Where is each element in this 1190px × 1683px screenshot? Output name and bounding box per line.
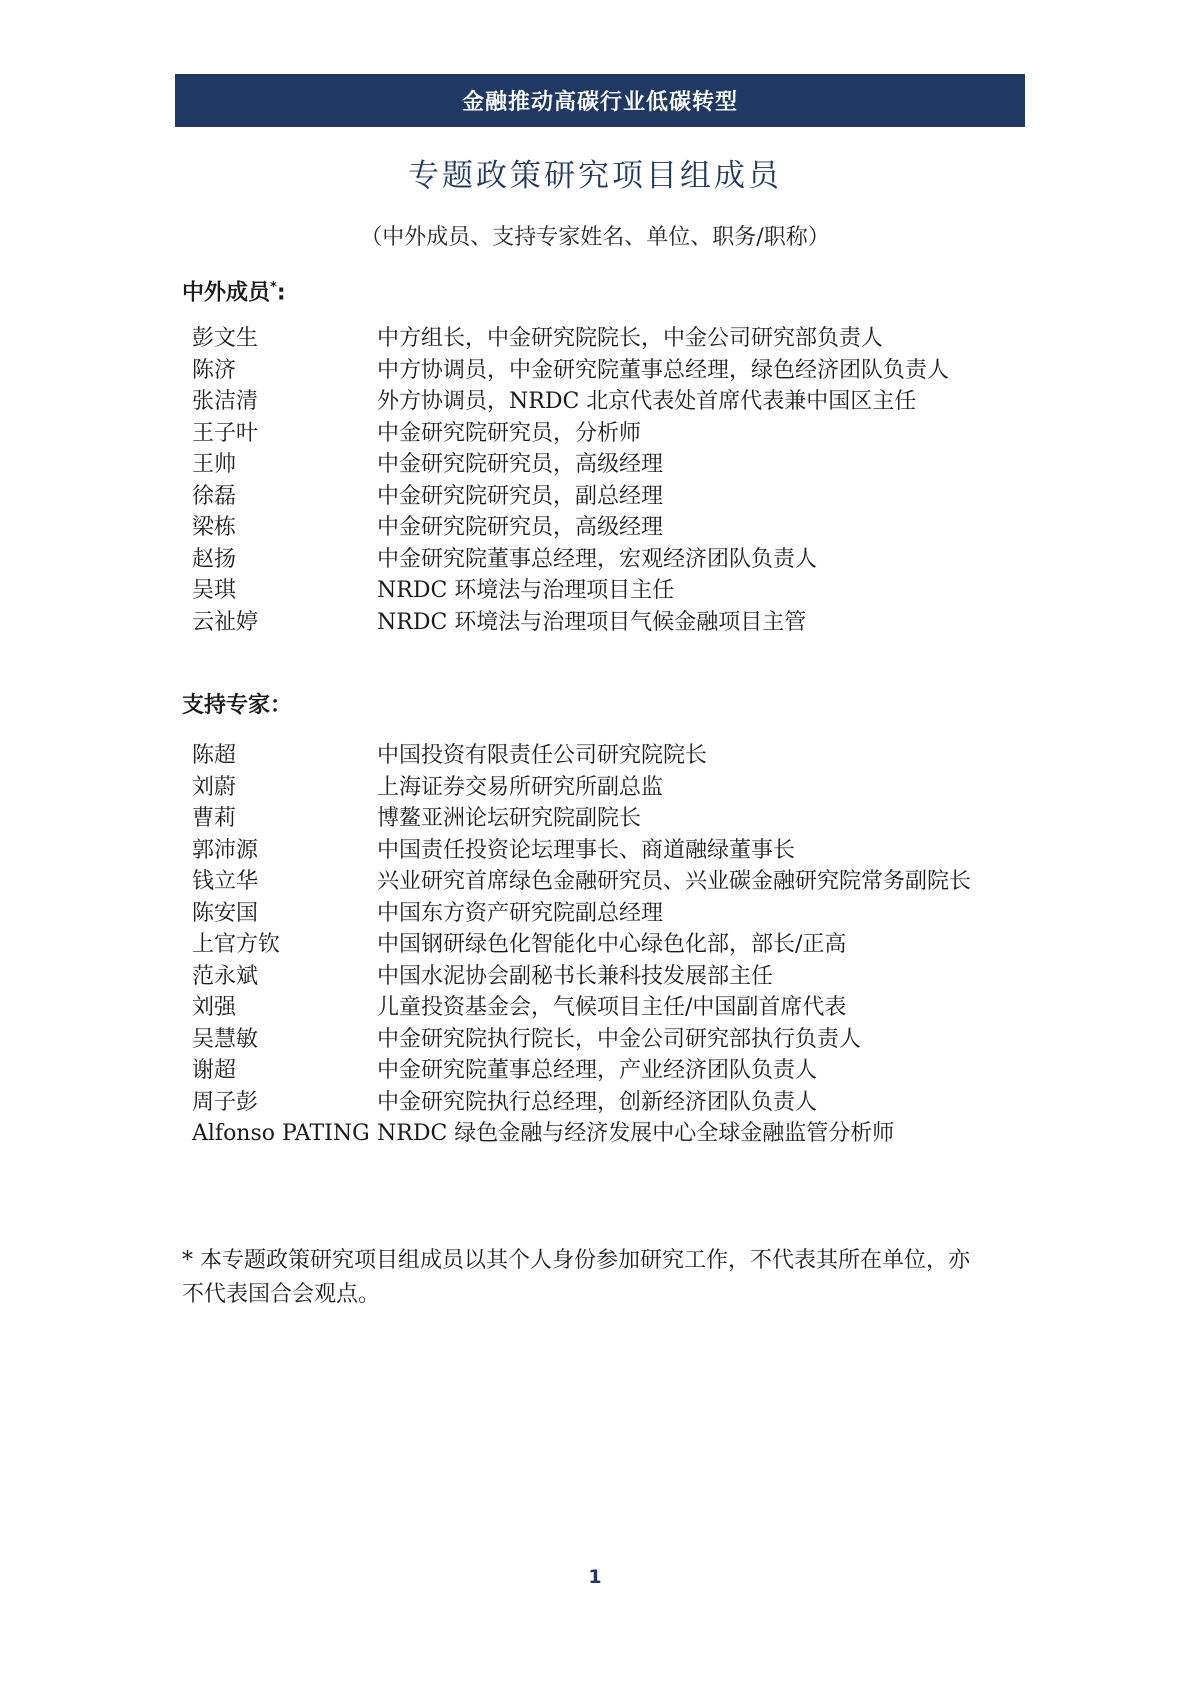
person-name: 周子彭: [192, 1089, 259, 1115]
list-item: [192, 740, 1012, 772]
list-item: [192, 866, 1012, 898]
list-item: [192, 1087, 1012, 1119]
person-name: 刘强: [192, 995, 237, 1020]
person-name: 云祉婷: [192, 609, 259, 635]
person-role: 上海证券交易所研究所副总监: [377, 774, 664, 800]
person-role: 儿童投资基金会，气候项目主任/中国副首席代表: [377, 995, 847, 1020]
footnote: * 本专题政策研究项目组成员以其个人身份参加研究工作，不代表其所在单位，亦不代表国合会观点。: [182, 1248, 970, 1307]
person-name: 吴慧敏: [192, 1026, 259, 1052]
member-list: [192, 323, 1012, 638]
person-role: NRDC 环境法与治理项目主任: [377, 578, 675, 603]
list-item: [192, 803, 1012, 835]
list-item: [192, 481, 1012, 513]
person-role: 中方组长，中金研究院院长，中金公司研究部负责人: [377, 326, 884, 351]
list-item: [192, 386, 1012, 418]
person-role: 中金研究院研究员，分析师: [377, 420, 642, 446]
person-name: 彭文生: [192, 326, 259, 351]
person-role: 中金研究院研究员，高级经理: [377, 452, 664, 477]
list-item: [192, 929, 1012, 961]
person-name: 陈安国: [192, 900, 259, 926]
person-name: 梁栋: [192, 515, 237, 540]
list-item: [192, 512, 1012, 544]
list-item: [192, 898, 1012, 930]
person-name: 钱立华: [192, 869, 259, 894]
person-name: 刘蔚: [192, 774, 237, 800]
list-item: [192, 772, 1012, 804]
list-item: [192, 607, 1012, 639]
list-item: [192, 575, 1012, 607]
person-name: 徐磊: [192, 483, 237, 509]
person-name: 陈超: [192, 743, 237, 768]
person-role: 中国投资有限责任公司研究院院长: [377, 743, 708, 768]
page-number: 1: [588, 1566, 602, 1588]
person-role: 中方协调员，中金研究院董事总经理，绿色经济团队负责人: [377, 357, 950, 383]
page-title: 专题政策研究项目组成员: [408, 158, 782, 194]
person-role: 兴业研究首席绿色金融研究员、兴业碳金融研究院常务副院长: [377, 869, 972, 894]
person-name: 赵扬: [192, 546, 237, 572]
person-name: 上官方钦: [192, 932, 281, 957]
person-name: 谢超: [192, 1058, 237, 1083]
person-name: 王帅: [192, 452, 237, 477]
list-item: [192, 1118, 1012, 1150]
person-role: 中国责任投资论坛理事长、商道融绿董事长: [377, 837, 796, 863]
person-name: 曹莉: [192, 806, 237, 831]
list-item: [192, 418, 1012, 450]
expert-list: [192, 740, 1012, 1150]
person-name: 陈济: [192, 357, 237, 383]
page-subtitle: （中外成员、支持专家姓名、单位、职务/职称）: [360, 225, 830, 250]
person-role: 外方协调员，NRDC 北京代表处首席代表兼中国区主任: [377, 389, 917, 414]
list-item: [192, 1055, 1012, 1087]
person-role: 中金研究院研究员，副总经理: [377, 483, 664, 509]
list-item: [192, 961, 1012, 993]
person-name: 郭沛源: [192, 837, 259, 863]
person-name: Alfonso PATING: [192, 1121, 370, 1146]
footnote-marker: *: [270, 280, 277, 295]
person-role: 中金研究院执行总经理，创新经济团队负责人: [377, 1089, 818, 1115]
person-role: 中国东方资产研究院副总经理: [377, 900, 664, 926]
person-name: 张洁清: [192, 389, 259, 414]
list-item: [192, 835, 1012, 867]
list-item: [192, 323, 1012, 355]
person-role: 中金研究院董事总经理，宏观经济团队负责人: [377, 546, 818, 572]
person-role: 博鳌亚洲论坛研究院副院长: [377, 806, 642, 831]
person-name: 王子叶: [192, 420, 259, 446]
list-item: [192, 992, 1012, 1024]
person-role: 中金研究院研究员，高级经理: [377, 515, 664, 540]
person-role: 中国水泥协会副秘书长兼科技发展部主任: [377, 963, 774, 989]
list-item: [192, 449, 1012, 481]
header-banner: 金融推动高碳行业低碳转型: [175, 74, 1025, 127]
person-role: 中国钢研绿色化智能化中心绿色化部，部长/正高: [377, 932, 847, 957]
section-heading-experts: 支持专家：: [182, 693, 293, 718]
list-item: [192, 544, 1012, 576]
person-role: NRDC 环境法与治理项目气候金融项目主管: [377, 609, 807, 635]
person-name: 吴琪: [192, 578, 237, 603]
list-item: [192, 355, 1012, 387]
person-role: 中金研究院执行院长，中金公司研究部执行负责人: [377, 1026, 862, 1052]
person-role: 中金研究院董事总经理，产业经济团队负责人: [377, 1058, 818, 1083]
list-item: [192, 1024, 1012, 1056]
person-role: NRDC 绿色金融与经济发展中心全球金融监管分析师: [377, 1121, 895, 1146]
person-name: 范永斌: [192, 963, 259, 989]
section-heading-members: 中外成员*:: [182, 280, 286, 306]
